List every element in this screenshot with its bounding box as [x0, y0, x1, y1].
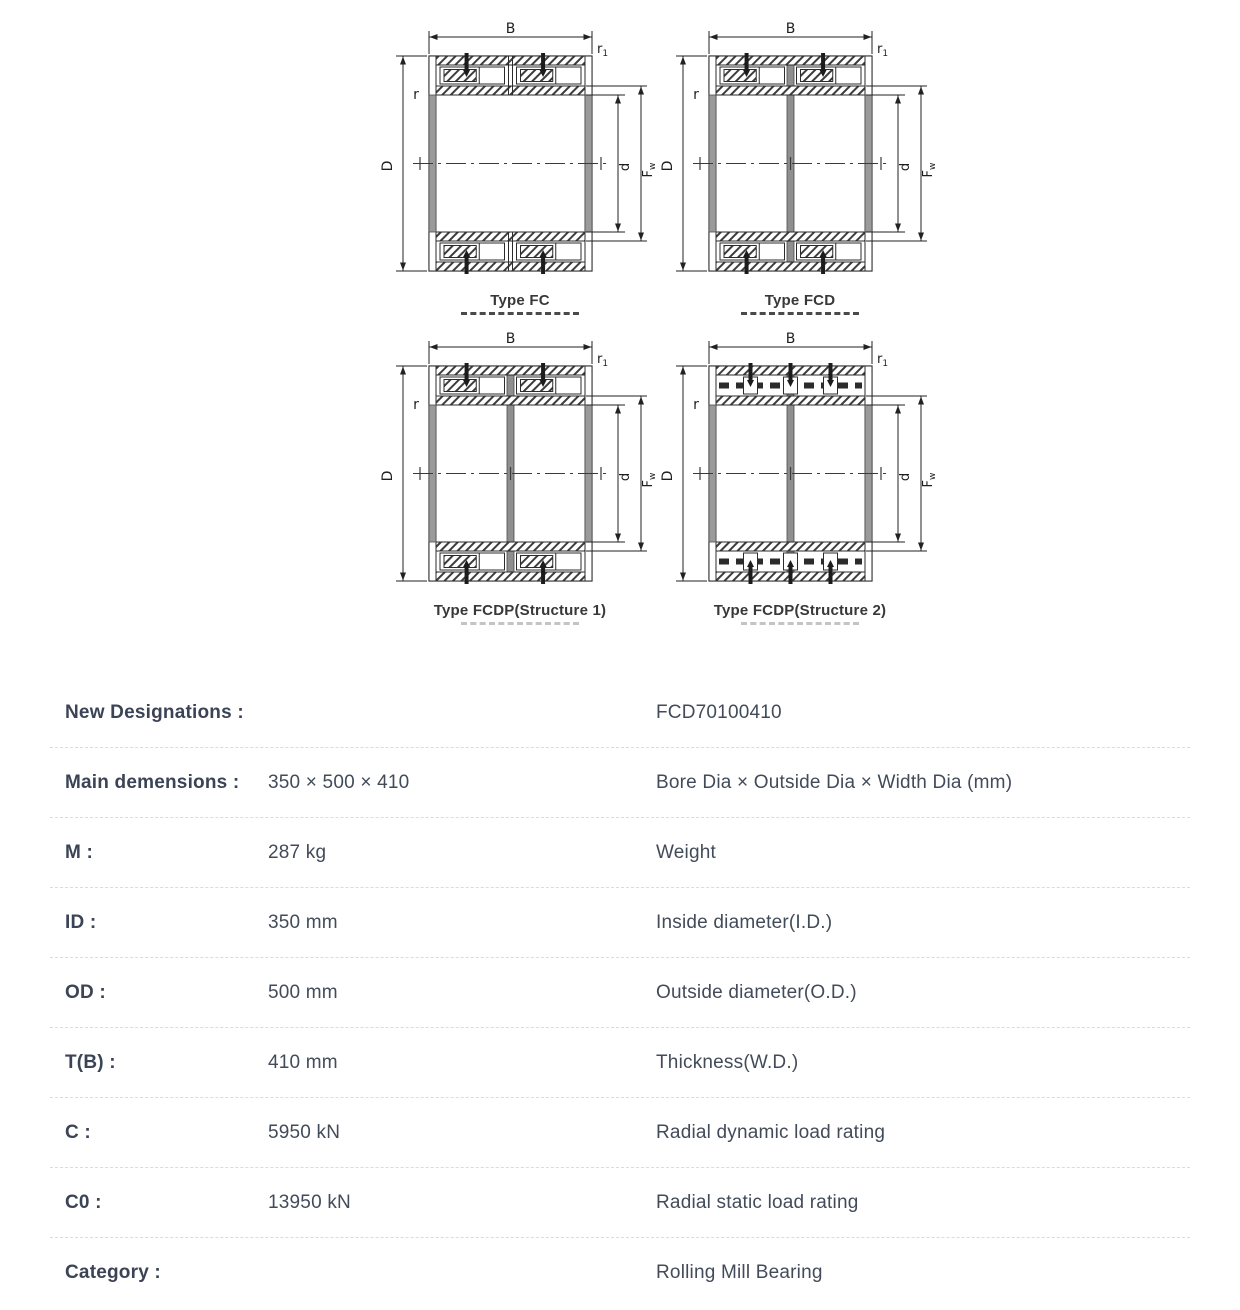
dim-label-D: D [660, 160, 676, 172]
spec-row-thickness [50, 1028, 1190, 1098]
drawing-type-fc [380, 20, 660, 318]
spec-value: 287 kg [268, 841, 327, 863]
spec-desc: Bore Dia × Outside Dia × Width Dia (mm) [656, 771, 1013, 793]
drawing-type-fcdp1 [380, 330, 660, 628]
drawing-type-fcdp2 [660, 330, 940, 628]
dim-label-d: d [898, 472, 913, 482]
dim-label-r1: $r_1$ [597, 42, 609, 59]
spec-row-outside-diameter [50, 958, 1190, 1028]
spec-desc: Thickness(W.D.) [656, 1051, 799, 1073]
diagram-caption: Type FCDP(Structure 2) [713, 602, 887, 619]
dim-label-Fw: $F_w$ [921, 162, 938, 178]
spec-desc: Radial dynamic load rating [656, 1121, 886, 1143]
dim-label-D: D [380, 160, 396, 172]
spec-desc: Weight [656, 841, 716, 863]
drawing-type-fcd [660, 20, 940, 318]
spec-label: T(B) : [65, 1051, 116, 1073]
clipped-caption-line [461, 622, 579, 627]
spec-row-category [50, 1238, 1190, 1307]
product-page [0, 20, 1240, 1310]
spec-label: M : [65, 841, 94, 863]
spec-row-new-designations [50, 678, 1190, 748]
bearing-diagram-holder-fc [380, 20, 660, 292]
spec-label: C : [65, 1121, 91, 1143]
spec-value: 13950 kN [268, 1191, 351, 1213]
dim-label-D: D [380, 470, 396, 482]
dim-label-Fw: $F_w$ [641, 472, 658, 488]
clipped-caption-line [461, 312, 579, 317]
bearing-diagram-fcdp1 [380, 330, 660, 602]
dim-label-r: r [693, 87, 699, 103]
dim-label-d: d [618, 162, 633, 172]
bearing-diagram-holder-fcdp2 [660, 330, 940, 602]
dim-label-B: B [785, 331, 796, 347]
bearing-drawings-section [380, 20, 940, 628]
spec-desc: Outside diameter(O.D.) [656, 981, 857, 1003]
dim-label-r1: $r_1$ [877, 42, 889, 59]
dim-label-r1: $r_1$ [597, 352, 609, 369]
dim-label-B: B [505, 331, 516, 347]
spec-label: New Designations : [65, 701, 244, 723]
spec-desc: FCD70100410 [656, 701, 782, 723]
spec-desc: Radial static load rating [656, 1191, 859, 1213]
spec-label: OD : [65, 981, 106, 1003]
spec-row-static-load [50, 1168, 1190, 1238]
spec-row-dynamic-load [50, 1098, 1190, 1168]
dim-label-r: r [413, 397, 419, 413]
clipped-caption-line [741, 312, 859, 317]
dim-label-B: B [505, 21, 516, 37]
spec-label: ID : [65, 911, 97, 933]
spec-desc: Rolling Mill Bearing [656, 1261, 823, 1283]
spec-value: 500 mm [268, 981, 338, 1003]
diagram-caption: Type FCD [764, 292, 836, 309]
dim-label-B: B [785, 21, 796, 37]
clipped-caption-line [741, 622, 859, 627]
spec-value: 5950 kN [268, 1121, 341, 1143]
bearing-diagram-fcd [660, 20, 940, 292]
spec-table [50, 678, 1190, 1307]
dim-label-Fw: $F_w$ [641, 162, 658, 178]
spec-desc: Inside diameter(I.D.) [656, 911, 833, 933]
dim-label-d: d [898, 162, 913, 172]
spec-row-main-dimensions [50, 748, 1190, 818]
bearing-diagram-holder-fcdp1 [380, 330, 660, 602]
dim-label-d: d [618, 472, 633, 482]
dim-label-r: r [413, 87, 419, 103]
spec-label: C0 : [65, 1191, 102, 1213]
bearing-diagram-fcdp2 [660, 330, 940, 602]
spec-row-weight [50, 818, 1190, 888]
spec-label: Main demensions : [65, 771, 240, 793]
bearing-diagram-holder-fcd [660, 20, 940, 292]
spec-value: 350 mm [268, 911, 338, 933]
diagram-caption: Type FC [490, 292, 550, 309]
spec-row-inside-diameter [50, 888, 1190, 958]
spec-value: 410 mm [268, 1051, 338, 1073]
dim-label-Fw: $F_w$ [921, 472, 938, 488]
spec-value: 350 × 500 × 410 [268, 771, 410, 793]
bearing-diagram-fc [380, 20, 660, 292]
spec-label: Category : [65, 1261, 161, 1283]
dim-label-r1: $r_1$ [877, 352, 889, 369]
dim-label-r: r [693, 397, 699, 413]
dim-label-D: D [660, 470, 676, 482]
diagram-caption: Type FCDP(Structure 1) [433, 602, 607, 619]
